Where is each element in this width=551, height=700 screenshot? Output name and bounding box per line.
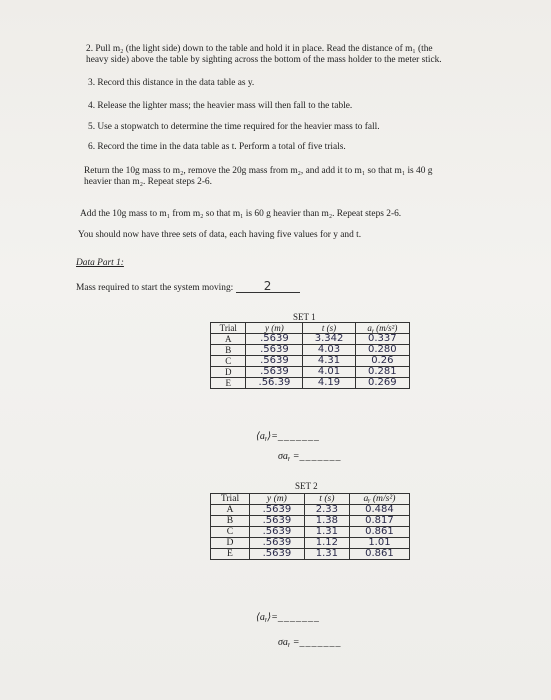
set1-header-row [211,323,410,334]
y-value[interactable]: .5639 [249,505,304,516]
set2-sigma-blank[interactable]: _______ [299,637,342,648]
return-mass-line-2: heavier than m₂. Repeat steps 2-6. [84,177,212,187]
y-value[interactable]: .5639 [249,538,304,549]
y-value[interactable]: .56.39 [246,378,303,389]
col-t-header: t (s) [304,494,349,505]
trial-label: C [211,356,246,367]
set1-sigma-blank[interactable]: _______ [299,451,342,462]
set2-table [210,493,410,560]
a-value[interactable]: 0.861 [349,527,409,538]
t-value[interactable]: 1.31 [304,527,349,538]
three-sets-note: You should now have three sets of data, each having five values for y and t. [78,230,362,240]
set2-sigma-row [278,637,341,648]
a-value[interactable]: 0.861 [349,549,409,560]
y-value[interactable]: .5639 [249,549,304,560]
table-row [211,505,410,516]
t-value[interactable]: 4.19 [303,378,355,389]
col-a-header: aᵧ (m/s²) [355,323,409,334]
step-2-line-2: heavy side) above the table by sighting across the bottom of the mass holder to the meter stick. [86,55,442,65]
step-2-line-1: 2. Pull m₂ (the light side) down to the table and hold it in place. Read the distance of m₁ (the [86,44,433,54]
t-value[interactable]: 2.33 [304,505,349,516]
col-a-header: aᵧ (m/s²) [349,494,409,505]
set1-sigma-row [278,451,341,462]
trial-label: A [211,505,250,516]
y-value[interactable]: .5639 [246,334,303,345]
trial-label: D [211,367,246,378]
y-value[interactable]: .5639 [246,356,303,367]
col-y-header: y (m) [249,494,304,505]
col-trial-header: Trial [211,323,246,334]
table-row [211,378,410,389]
set1-mean-blank[interactable]: _______ [277,431,320,442]
trial-label: B [211,516,250,527]
set2-mean-label: ⟨aᵧ⟩= [256,612,278,623]
y-value[interactable]: .5639 [246,345,303,356]
data-part-heading: Data Part 1: [76,258,124,268]
step-5: 5. Use a stopwatch to determine the time required for the heavier mass to fall. [88,122,380,132]
trial-label: B [211,345,246,356]
add-mass-instruction: Add the 10g mass to m₁ from m₂ so that m₁ is 60 g heavier than m₂. Repeat steps 2-6. [80,209,402,219]
y-value[interactable]: .5639 [246,367,303,378]
table-row [211,345,410,356]
set1-table [210,322,410,389]
table-row [211,516,410,527]
t-value[interactable]: 4.01 [303,367,355,378]
step-3: 3. Record this distance in the data table as y. [88,78,255,88]
table-row [211,367,410,378]
table-row [211,538,410,549]
table-row [211,549,410,560]
set2-sigma-label: σaᵧ = [278,637,300,648]
set1-mean-row [256,431,320,442]
a-value[interactable]: 0.269 [355,378,409,389]
trial-label: C [211,527,250,538]
table-row [211,527,410,538]
set2-mean-row [256,612,320,623]
col-y-header: y (m) [246,323,303,334]
a-value[interactable]: 0.337 [355,334,409,345]
set1-sigma-label: σaᵧ = [278,451,300,462]
a-value[interactable]: 0.281 [355,367,409,378]
col-trial-header: Trial [211,494,250,505]
set2-header-row [211,494,410,505]
mass-required-row [76,281,300,294]
return-mass-line-1: Return the 10g mass to m₂, remove the 20g mass from m₂, and add it to m₁ so that m₁ is 40 g [84,166,433,176]
y-value[interactable]: .5639 [249,516,304,527]
a-value[interactable]: 1.01 [349,538,409,549]
t-value[interactable]: 3.342 [303,334,355,345]
trial-label: E [211,378,246,389]
t-value[interactable]: 1.31 [304,549,349,560]
a-value[interactable]: 0.484 [349,505,409,516]
t-value[interactable]: 4.03 [303,345,355,356]
a-value[interactable]: 0.26 [355,356,409,367]
set1-title: SET 1 [293,312,316,322]
set2-title: SET 2 [295,481,318,491]
trial-label: A [211,334,246,345]
table-row [211,356,410,367]
t-value[interactable]: 1.38 [304,516,349,527]
trial-label: D [211,538,250,549]
y-value[interactable]: .5639 [249,527,304,538]
col-t-header: t (s) [303,323,355,334]
mass-required-value[interactable]: 2 [236,281,300,293]
set1-mean-label: ⟨aᵧ⟩= [256,431,278,442]
trial-label: E [211,549,250,560]
set2-mean-blank[interactable]: _______ [277,612,320,623]
t-value[interactable]: 4.31 [303,356,355,367]
a-value[interactable]: 0.817 [349,516,409,527]
mass-required-label: Mass required to start the system moving: [76,283,234,293]
step-4: 4. Release the lighter mass; the heavier mass will then fall to the table. [88,101,353,111]
table-row [211,334,410,345]
a-value[interactable]: 0.280 [355,345,409,356]
step-6: 6. Record the time in the data table as t. Perform a total of five trials. [88,142,346,152]
t-value[interactable]: 1.12 [304,538,349,549]
